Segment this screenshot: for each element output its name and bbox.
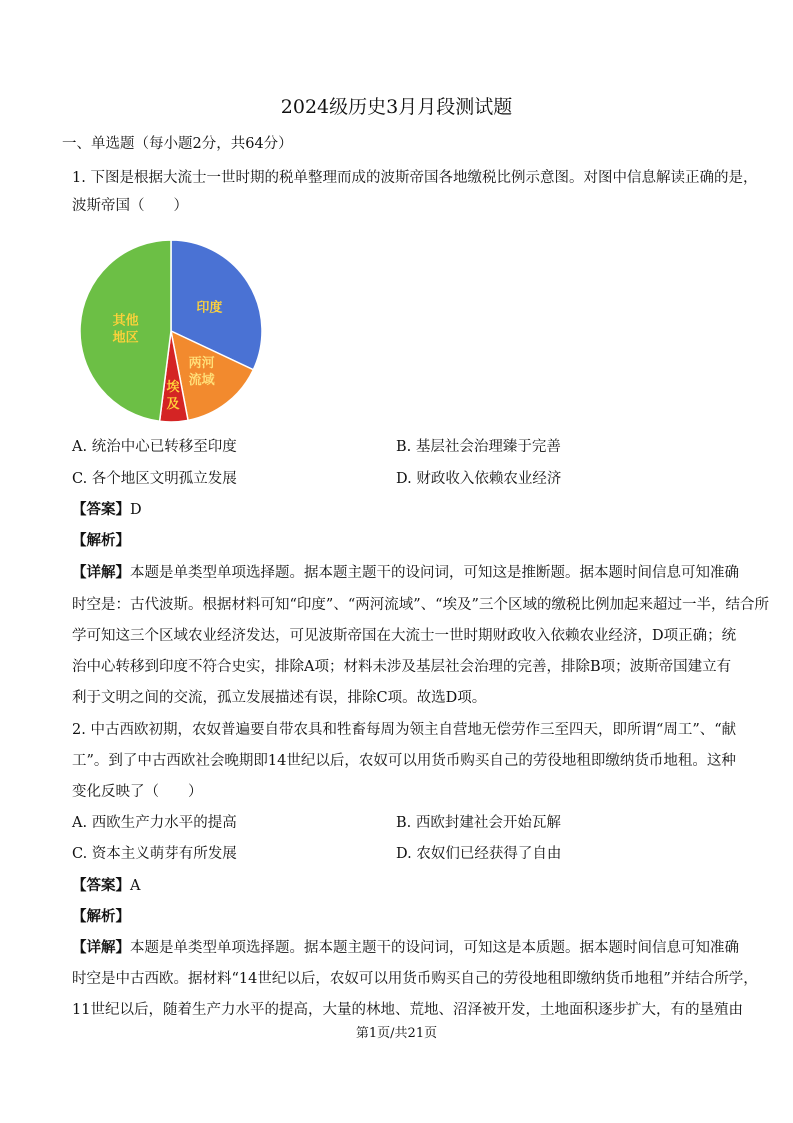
q2-option-c: C. 资本主义萌芽有所发展 — [72, 846, 237, 862]
q1-option-b: B. 基层社会治理臻于完善 — [396, 439, 561, 455]
q1-stem-line1: 1. 下图是根据大流士一世时期的税单整理而成的波斯帝国各地缴税比例示意图。对图中信息解读正确的是， — [72, 170, 758, 186]
q1-answer — [72, 500, 142, 520]
answer-value: A — [130, 878, 141, 894]
q1-detail-line2: 时空是：古代波斯。根据材料可知“印度”、“两河流域”、“埃及”三个区域的缴税比例加起来超过一半，结合所 — [72, 597, 769, 613]
q2-option-d: D. 农奴们已经获得了自由 — [396, 846, 562, 862]
q2-answer — [72, 876, 140, 896]
q1-detail-line3: 学可知这三个区域农业经济发达，可见波斯帝国在大流士一世时期财政收入依赖农业经济，D项正确；统 — [72, 628, 737, 644]
detail-tag: 【详解】 — [72, 939, 130, 956]
q2-analysis-tag: 【解析】 — [72, 908, 130, 925]
page-footer: 第1页/共21页 — [355, 1026, 438, 1041]
pie-label-1: 两河流域 — [188, 356, 215, 389]
detail-text: 本题是单类型单项选择题。据本题主题干的设问词，可知这是推断题。据本题时间信息可知准确 — [130, 565, 739, 581]
q1-stem-line2: 波斯帝国（ ） — [72, 198, 188, 214]
q2-stem-line1: 2. 中古西欧初期，农奴普遍要自带农具和牲畜每周为领主自营地无偿劳作三至四天，即所谓“周工”、“献 — [72, 722, 737, 738]
pie-label-2: 埃及 — [166, 380, 180, 413]
detail-tag: 【详解】 — [72, 564, 130, 581]
pie-label-0: 印度 — [196, 300, 223, 316]
section-heading: 一、单选题（每小题2分，共64分） — [62, 136, 293, 152]
answer-tag: 【答案】 — [72, 501, 130, 518]
q1-detail-line4: 治中心转移到印度不符合史实，排除A项；材料未涉及基层社会治理的完善，排除B项；波斯帝国建立有 — [72, 659, 732, 675]
tax-share-pie-chart — [78, 238, 264, 424]
q1-detail-line1 — [72, 563, 739, 583]
detail-text: 本题是单类型单项选择题。据本题主题干的设问词，可知这是本质题。据本题时间信息可知准确 — [130, 940, 739, 956]
pie-label-3: 其他地区 — [112, 313, 139, 346]
answer-value: D — [130, 502, 142, 518]
q2-detail-line1 — [72, 938, 739, 958]
q2-detail-line2: 时空是中古西欧。据材料“14世纪以后，农奴可以用货币购买自己的劳役地租即缴纳货币地租”并结合所学， — [72, 971, 758, 987]
q2-detail-line3: 11世纪以后，随着生产力水平的提高，大量的林地、荒地、沼泽被开发，土地面积逐步扩大，有的垦殖由 — [72, 1002, 743, 1018]
q2-option-b: B. 西欧封建社会开始瓦解 — [396, 815, 561, 831]
q1-option-c: C. 各个地区文明孤立发展 — [72, 471, 237, 487]
q2-stem-line2: 工”。到了中古西欧社会晚期即14世纪以后，农奴可以用货币购买自己的劳役地租即缴纳货币地租。这种 — [72, 753, 736, 769]
q1-analysis-tag: 【解析】 — [72, 532, 130, 549]
q2-option-a: A. 西欧生产力水平的提高 — [72, 815, 237, 831]
q1-option-a: A. 统治中心已转移至印度 — [72, 439, 237, 455]
q2-stem-line3: 变化反映了（ ） — [72, 784, 203, 800]
q1-detail-line5: 利于文明之间的交流，孤立发展描述有误，排除C项。故选D项。 — [72, 690, 487, 706]
q1-option-d: D. 财政收入依赖农业经济 — [396, 471, 562, 487]
page-title: 2024级历史3月月段测试题 — [280, 96, 513, 118]
answer-tag: 【答案】 — [72, 877, 130, 894]
